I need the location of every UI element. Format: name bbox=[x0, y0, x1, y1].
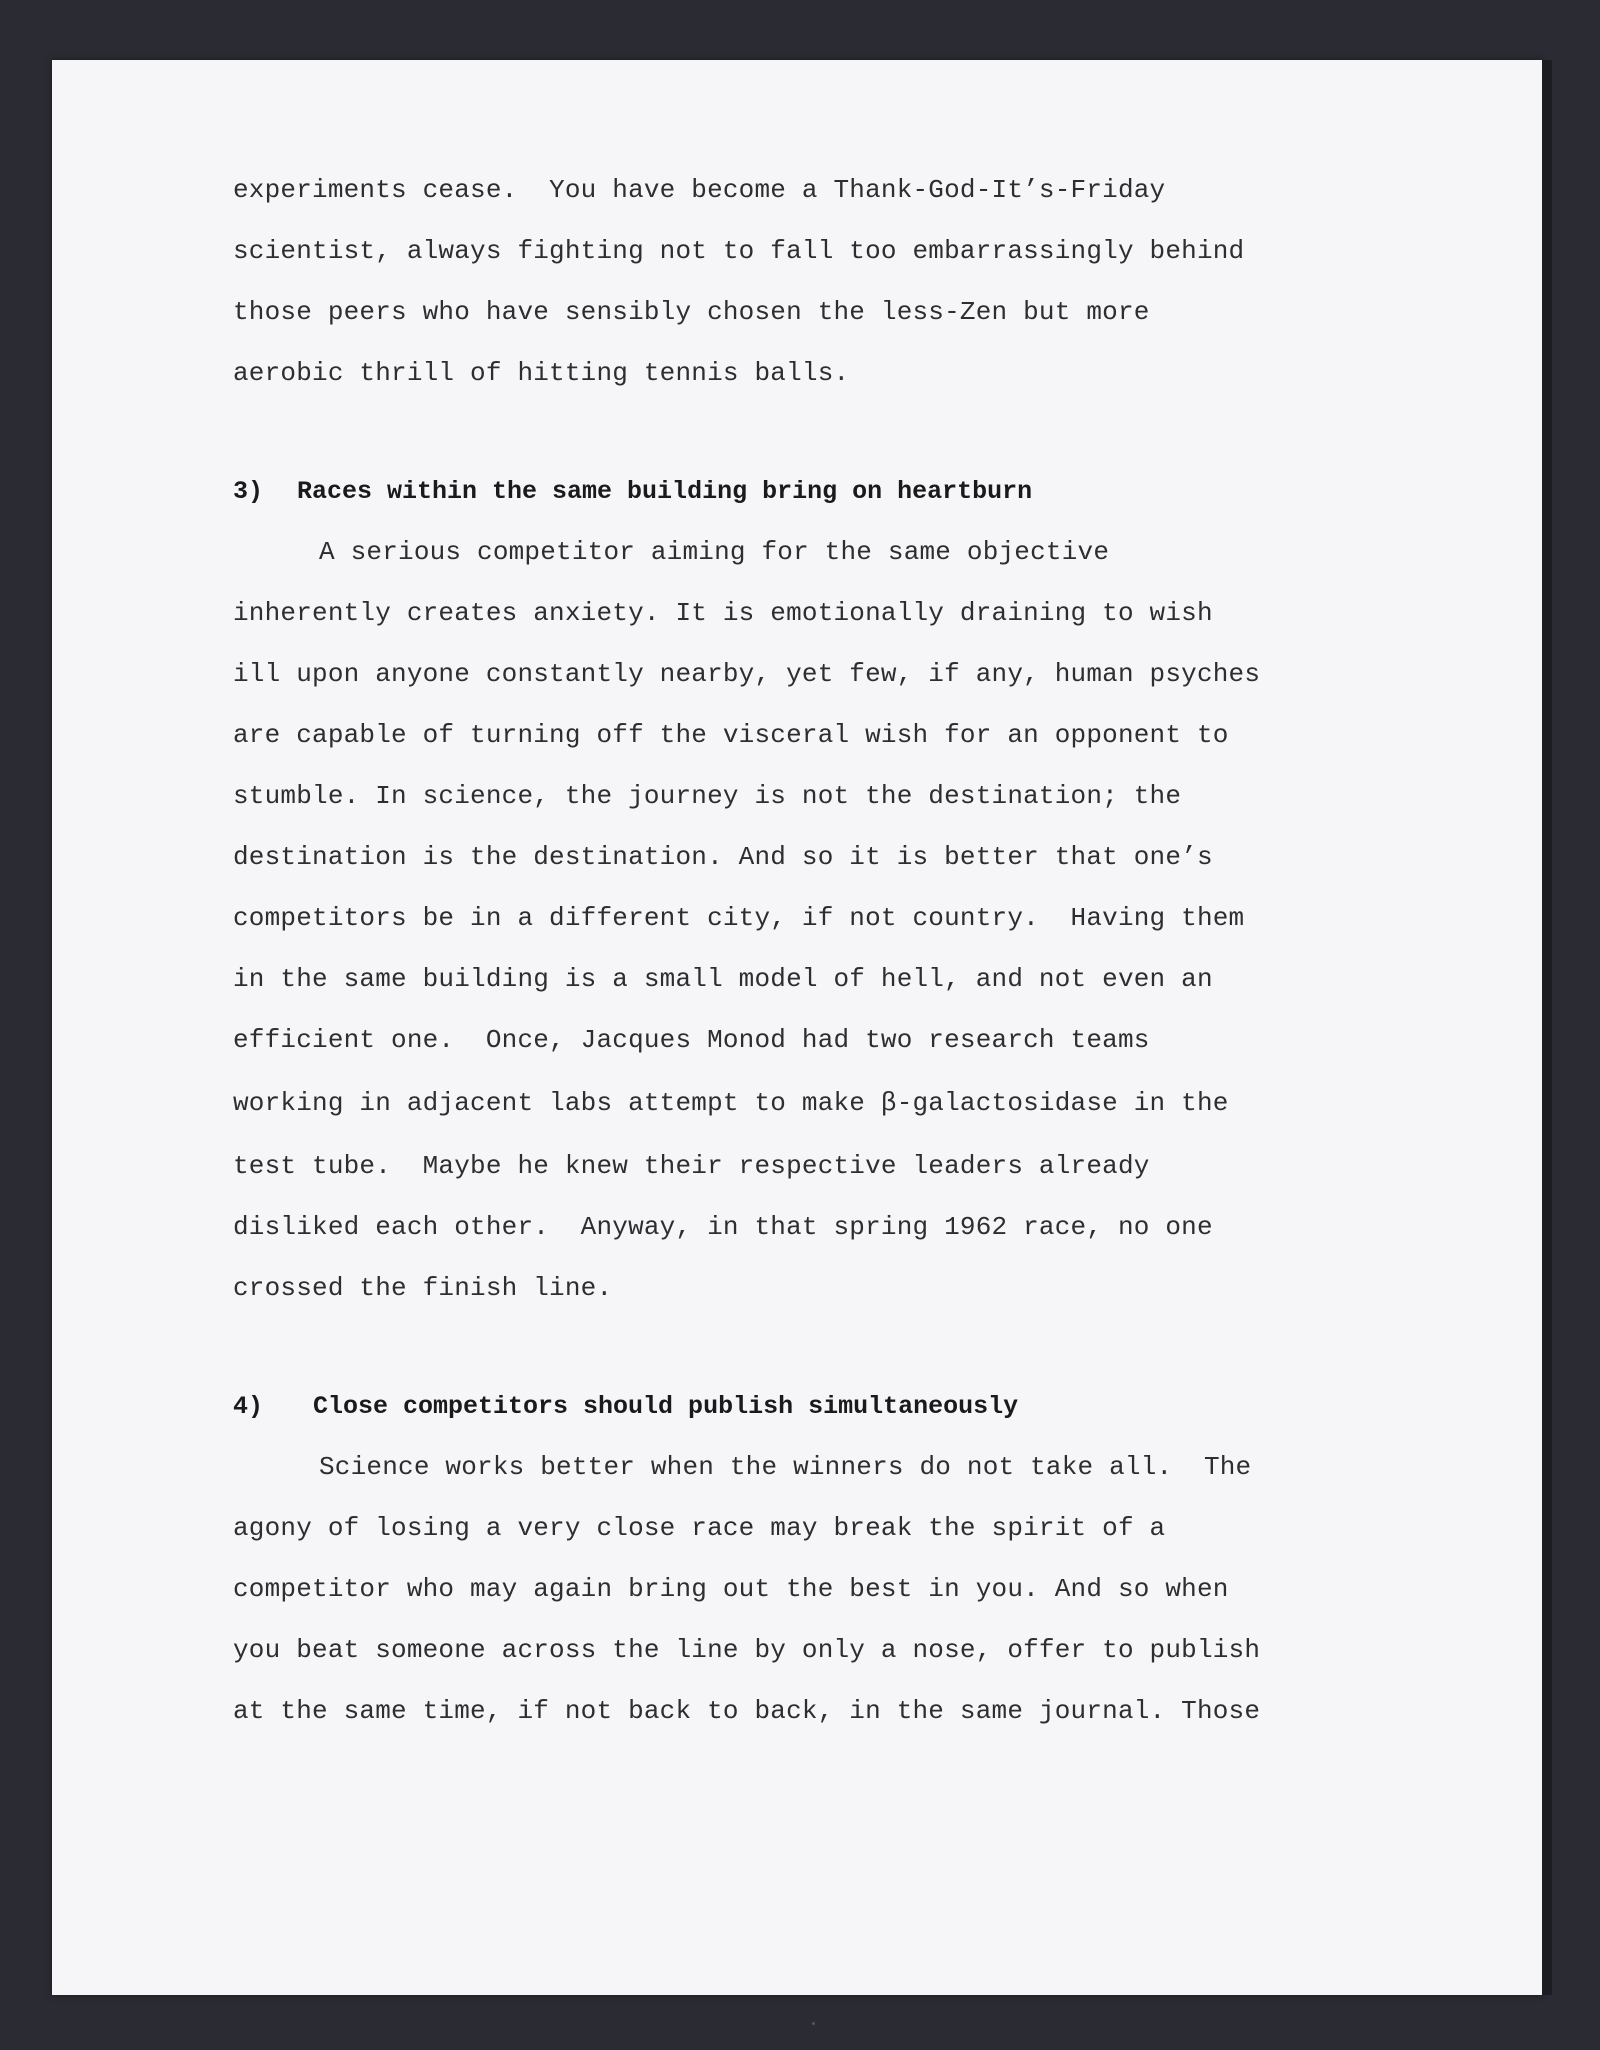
text-line: aerobic thrill of hitting tennis balls. bbox=[233, 358, 850, 388]
page-edge-shadow bbox=[1542, 60, 1552, 1995]
text-line: competitor who may again bring out the best in you. And so when bbox=[233, 1574, 1229, 1604]
text-line: competitors be in a different city, if not country. Having them bbox=[233, 903, 1245, 933]
section-gap bbox=[233, 404, 1353, 461]
section-3-title: Races within the same building bring on heartburn bbox=[297, 477, 1033, 506]
section-3-number: 3) bbox=[233, 477, 264, 506]
text-line: Science works better when the winners do not take all. The bbox=[319, 1452, 1252, 1482]
text-line: working in adjacent labs attempt to make β-galactosidase in the bbox=[233, 1088, 1229, 1118]
speck-mark bbox=[812, 2022, 815, 2025]
text-line: at the same time, if not back to back, in the same journal. Those bbox=[233, 1696, 1261, 1726]
section-4-title: Close competitors should publish simultaneously bbox=[313, 1392, 1019, 1421]
section-4-heading bbox=[233, 1376, 1353, 1437]
text-line: you beat someone across the line by only a nose, offer to publish bbox=[233, 1635, 1261, 1665]
text-line: disliked each other. Anyway, in that spring 1962 race, no one bbox=[233, 1212, 1213, 1242]
text-line: test tube. Maybe he knew their respective leaders already bbox=[233, 1151, 1150, 1181]
text-line: scientist, always fighting not to fall too embarrassingly behind bbox=[233, 236, 1245, 266]
section-3-heading bbox=[233, 461, 1353, 522]
text-line: are capable of turning off the visceral wish for an opponent to bbox=[233, 720, 1229, 750]
paragraph-continuation bbox=[233, 160, 1353, 404]
text-line: crossed the finish line. bbox=[233, 1273, 613, 1303]
text-line: efficient one. Once, Jacques Monod had two research teams bbox=[233, 1025, 1150, 1055]
section-4-paragraph bbox=[233, 1437, 1353, 1742]
text-line: inherently creates anxiety. It is emotionally draining to wish bbox=[233, 598, 1213, 628]
section-gap bbox=[233, 1319, 1353, 1376]
text-line: destination is the destination. And so it is better that one’s bbox=[233, 842, 1213, 872]
text-line: stumble. In science, the journey is not the destination; the bbox=[233, 781, 1182, 811]
text-line: ill upon anyone constantly nearby, yet few, if any, human psyches bbox=[233, 659, 1261, 689]
section-3-paragraph bbox=[233, 522, 1353, 1319]
text-line: in the same building is a small model of hell, and not even an bbox=[233, 964, 1213, 994]
section-4-number: 4) bbox=[233, 1392, 264, 1421]
text-line: A serious competitor aiming for the same objective bbox=[319, 537, 1110, 567]
text-line: those peers who have sensibly chosen the less-Zen but more bbox=[233, 297, 1150, 327]
text-line: agony of losing a very close race may break the spirit of a bbox=[233, 1513, 1166, 1543]
text-line: experiments cease. You have become a Thank-God-It’s-Friday bbox=[233, 175, 1166, 205]
document-body bbox=[233, 160, 1353, 1742]
